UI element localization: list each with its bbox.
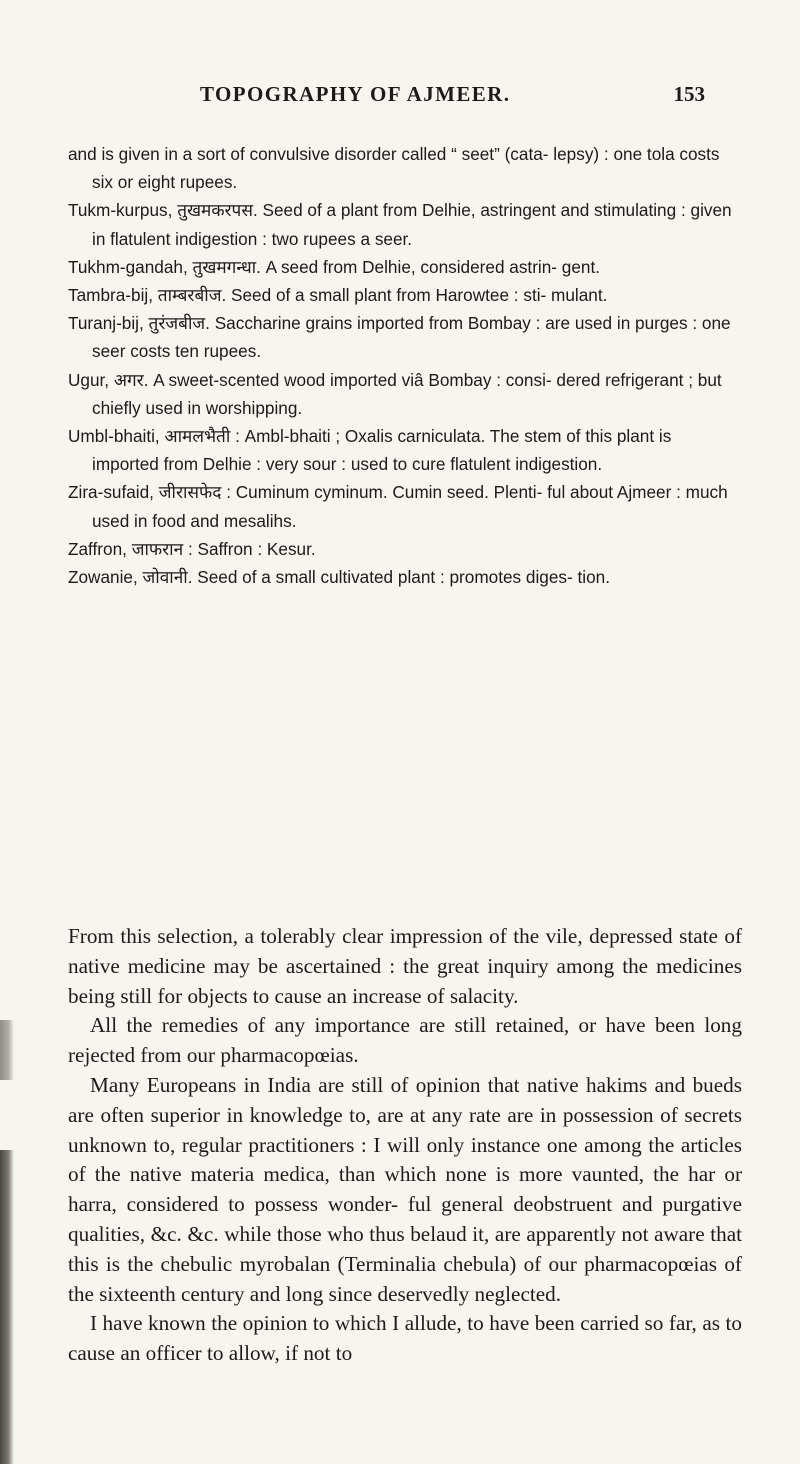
body-text bbox=[68, 922, 742, 1369]
glossary-entry-continued: and is given in a sort of convulsive disorder called “ seet” (cata- lepsy) : one tola costs six or eight rupees. bbox=[68, 144, 720, 193]
running-title: TOPOGRAPHY OF AJMEER. bbox=[200, 82, 511, 106]
binding-shadow bbox=[0, 1020, 14, 1080]
glossary-entry-tukm-kurpus: Tukm-kurpus, तुखमकरपस. Seed of a plant from Delhie, astringent and stimulating : given in flatulent indigestion : two rupees a seer. bbox=[68, 200, 732, 249]
glossary-entry-zira-sufaid: Zira-sufaid, जीरासफेद : Cuminum cyminum. Cumin seed. Plenti- ful about Ajmeer : much used in food and mesalihs. bbox=[68, 482, 728, 531]
binding-shadow bbox=[0, 1150, 14, 1464]
glossary-entry-turanj-bij: Turanj-bij, तुरंजबीज. Saccharine grains imported from Bombay : are used in purges : one seer costs ten rupees. bbox=[68, 313, 731, 362]
running-header bbox=[200, 82, 705, 112]
paragraph: All the remedies of any importance are still retained, or have been long rejected from our pharmacopœias. bbox=[68, 1013, 742, 1068]
glossary-entry-zaffron: Zaffron, जाफरान : Saffron : Kesur. bbox=[68, 538, 316, 559]
paragraph: Many Europeans in India are still of opinion that native hakims and bueds are often superior in knowledge to, are at any rate are in possession of secrets unknown to, regular practitioners : I will only instance one among the articles of the native materia medica, than which none is more vaunted, the har or harra, considered to possess wonder- ful general deobstruent and purgative qualities, &c. &c. while those who thus belaud it, are apparently not aware that this is the chebulic myrobalan (Terminalia chebula) of our pharmacopœias of the sixteenth century and long since deservedly neglected. bbox=[68, 1072, 742, 1306]
glossary-entry-zowanie: Zowanie, जोवानी. Seed of a small cultivated plant : promotes diges- tion. bbox=[68, 567, 610, 588]
glossary-entry-tambra-bij: Tambra-bij, ताम्बरबीज. Seed of a small plant from Harowtee : sti- mulant. bbox=[68, 285, 608, 306]
glossary-entry-tukhm-gandah: Tukhm-gandah, तुखमगन्धा. A seed from Delhie, considered astrin- gent. bbox=[68, 256, 601, 277]
glossary-entry-umbl-bhaiti: Umbl-bhaiti, आमलभैती : Ambl-bhaiti ; Oxalis carniculata. The stem of this plant is imported from Delhie : very sour : used to cure flatulent indigestion. bbox=[68, 426, 672, 475]
materia-medica-glossary bbox=[68, 140, 740, 591]
page-number: 153 bbox=[673, 82, 705, 106]
glossary-entry-ugur: Ugur, अगर. A sweet-scented wood imported viâ Bombay : consi- dered refrigerant ; but chiefly used in worshipping. bbox=[68, 369, 722, 418]
paragraph: I have known the opinion to which I allude, to have been carried so far, as to cause an officer to allow, if not to bbox=[68, 1311, 742, 1366]
paragraph: From this selection, a tolerably clear impression of the vile, depressed state of native medicine may be ascertained : the great inquiry among the medicines being still for objects to cause an increase of salacity. bbox=[68, 924, 742, 1008]
